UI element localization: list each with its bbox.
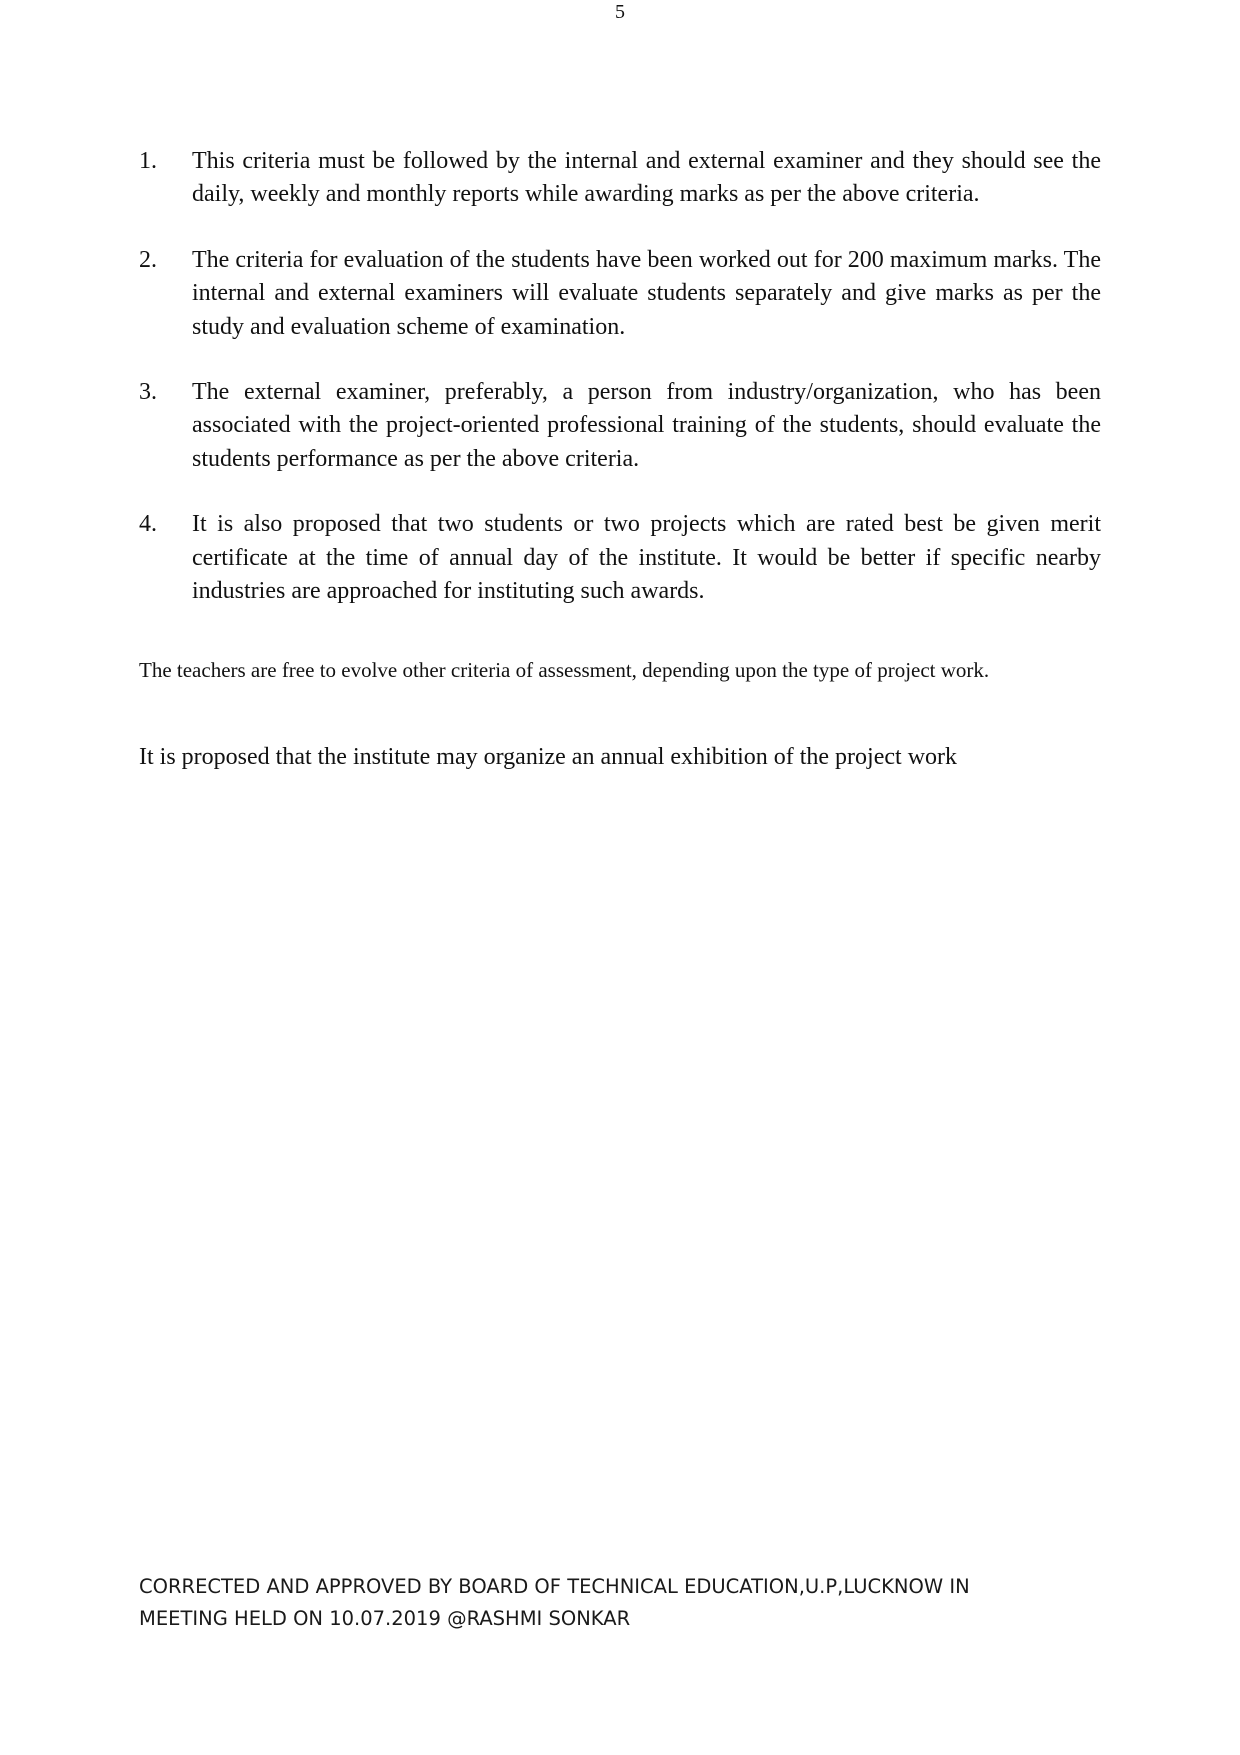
criteria-list (139, 145, 1101, 640)
criteria-item-number: 1. (139, 148, 157, 174)
criteria-item-2 (139, 244, 1101, 344)
criteria-item-number: 4. (139, 511, 157, 538)
footer-line-1: CORRECTED AND APPROVED BY BOARD OF TECHNICAL EDUCATION,U.P,LUCKNOW IN (139, 1575, 970, 1598)
criteria-item-4 (139, 508, 1101, 608)
page-number: 5 (615, 1, 625, 23)
criteria-item-1 (139, 145, 1101, 212)
criteria-item-text: This criteria must be followed by the internal and external examiner and they should see the daily, weekly and monthly reports while awarding marks as per the above criteria. (192, 148, 1101, 208)
criteria-item-number: 2. (139, 246, 157, 273)
criteria-item-text: It is also proposed that two students or two projects which are rated best be given merit certificate at the time of annual day of the institute. It would be better if specific nearby industries are approached for instituting such awards. (192, 511, 1101, 605)
criteria-item-3 (139, 376, 1101, 476)
exhibition-proposal: It is proposed that the institute may organize an annual exhibition of the project work (139, 744, 958, 770)
criteria-item-text: The external examiner, preferably, a person from industry/organization, who has been associated with the project-oriented professional training of the students, should evaluate the students performance as per the above criteria. (192, 379, 1101, 472)
criteria-item-number: 3. (139, 379, 157, 406)
footer-line-2: MEETING HELD ON 10.07.2019 @RASHMI SONKAR (139, 1607, 631, 1630)
approval-footer (139, 1571, 1101, 1635)
assessment-note: The teachers are free to evolve other criteria of assessment, depending upon the type of project work. (139, 658, 990, 682)
criteria-item-text: The criteria for evaluation of the students have been worked out for 200 maximum marks. The internal and external examiners will evaluate students separately and give marks as per the study and evaluation scheme of examination. (192, 246, 1101, 340)
